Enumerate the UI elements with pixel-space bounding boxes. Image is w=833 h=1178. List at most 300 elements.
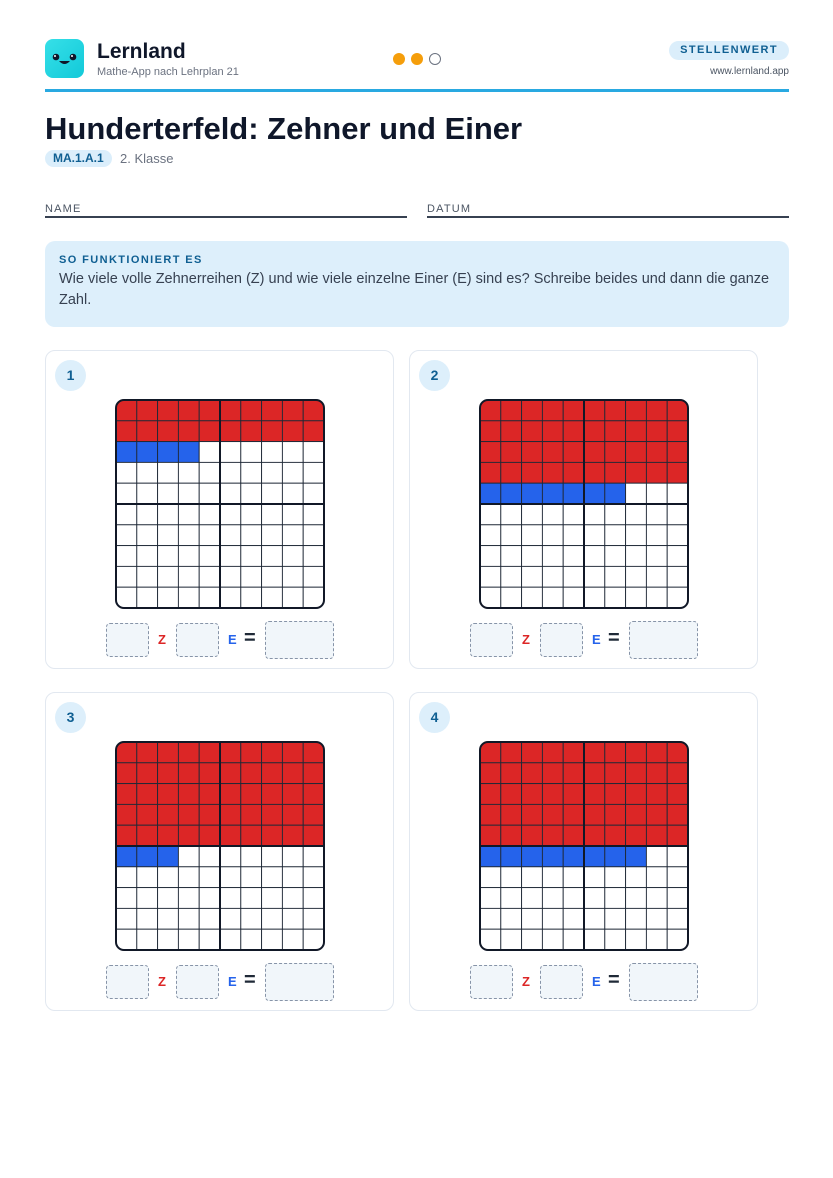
tens-cell [563, 400, 584, 421]
exercise-card [45, 692, 394, 1011]
empty-cell [220, 566, 241, 587]
tens-cell [563, 784, 584, 805]
empty-cell [667, 525, 688, 546]
answer-row [106, 621, 336, 659]
tens-cell [605, 804, 626, 825]
empty-cell [563, 929, 584, 950]
empty-cell [646, 867, 667, 888]
hundred-grid [479, 741, 689, 951]
ones-cell [584, 483, 605, 504]
tens-cell [542, 442, 563, 463]
empty-cell [262, 867, 283, 888]
empty-cell [178, 846, 199, 867]
tens-cell [480, 763, 501, 784]
total-answer-box[interactable] [629, 963, 698, 1001]
tens-cell [178, 421, 199, 442]
tens-cell [584, 763, 605, 784]
empty-cell [116, 483, 137, 504]
empty-cell [542, 908, 563, 929]
tens-cell [646, 742, 667, 763]
tens-cell [137, 742, 158, 763]
empty-cell [220, 587, 241, 608]
empty-cell [667, 483, 688, 504]
empty-cell [262, 846, 283, 867]
empty-cell [303, 929, 324, 950]
tens-cell [563, 421, 584, 442]
tens-cell [605, 763, 626, 784]
tens-cell [563, 763, 584, 784]
tens-cell [646, 421, 667, 442]
empty-cell [158, 504, 179, 525]
empty-cell [262, 483, 283, 504]
tens-cell [303, 804, 324, 825]
tens-cell [158, 763, 179, 784]
ones-cell [178, 442, 199, 463]
empty-cell [542, 867, 563, 888]
tens-cell [646, 804, 667, 825]
tens-cell [584, 784, 605, 805]
tens-cell [199, 763, 220, 784]
empty-cell [220, 546, 241, 567]
empty-cell [220, 483, 241, 504]
empty-cell [626, 929, 647, 950]
tens-cell [262, 804, 283, 825]
ones-cell [563, 846, 584, 867]
empty-cell [626, 504, 647, 525]
empty-cell [542, 525, 563, 546]
empty-cell [667, 867, 688, 888]
empty-cell [199, 462, 220, 483]
tens-cell [241, 825, 262, 846]
tens-cell [303, 784, 324, 805]
tens-cell [220, 825, 241, 846]
empty-cell [116, 908, 137, 929]
tens-cell [199, 742, 220, 763]
empty-cell [178, 908, 199, 929]
tens-cell [116, 784, 137, 805]
empty-cell [116, 888, 137, 909]
ones-cell [584, 846, 605, 867]
empty-cell [501, 587, 522, 608]
tens-cell [563, 442, 584, 463]
empty-cell [605, 888, 626, 909]
tens-cell [220, 421, 241, 442]
empty-cell [178, 587, 199, 608]
empty-cell [137, 929, 158, 950]
empty-cell [605, 867, 626, 888]
empty-cell [667, 587, 688, 608]
tens-cell [542, 825, 563, 846]
exercise-number: 4 [419, 702, 450, 733]
tens-cell [241, 421, 262, 442]
tens-cell [605, 442, 626, 463]
empty-cell [303, 462, 324, 483]
tens-cell [262, 742, 283, 763]
empty-cell [199, 546, 220, 567]
empty-cell [178, 462, 199, 483]
empty-cell [626, 546, 647, 567]
tens-cell [282, 763, 303, 784]
empty-cell [542, 504, 563, 525]
empty-cell [584, 888, 605, 909]
tens-cell [501, 462, 522, 483]
tens-cell [480, 462, 501, 483]
tens-cell [626, 825, 647, 846]
empty-cell [584, 587, 605, 608]
tens-cell [667, 400, 688, 421]
date-field[interactable] [427, 199, 789, 218]
empty-cell [480, 867, 501, 888]
tens-cell [116, 742, 137, 763]
ones-label: E [592, 632, 601, 647]
empty-cell [646, 504, 667, 525]
empty-cell [626, 888, 647, 909]
tens-cell [667, 784, 688, 805]
tens-cell [480, 442, 501, 463]
ones-cell [137, 846, 158, 867]
tens-cell [262, 400, 283, 421]
tens-cell [522, 763, 543, 784]
tens-cell [667, 763, 688, 784]
empty-cell [282, 908, 303, 929]
tens-cell [262, 784, 283, 805]
empty-cell [282, 566, 303, 587]
empty-cell [667, 929, 688, 950]
ones-answer-box[interactable] [540, 965, 583, 999]
equals-sign: = [608, 969, 620, 991]
hundred-grid [115, 399, 325, 609]
empty-cell [282, 546, 303, 567]
empty-cell [199, 888, 220, 909]
date-field-label: DATUM [427, 203, 472, 215]
empty-cell [480, 504, 501, 525]
empty-cell [542, 546, 563, 567]
tens-cell [522, 400, 543, 421]
tens-cell [178, 825, 199, 846]
tens-cell [584, 421, 605, 442]
tens-cell [605, 462, 626, 483]
ones-cell [158, 442, 179, 463]
tens-cell [522, 421, 543, 442]
tens-cell [667, 421, 688, 442]
tens-cell [501, 763, 522, 784]
tens-cell [522, 442, 543, 463]
empty-cell [303, 566, 324, 587]
empty-cell [282, 525, 303, 546]
empty-cell [116, 546, 137, 567]
tens-cell [480, 421, 501, 442]
hundred-grid [115, 741, 325, 951]
empty-cell [584, 525, 605, 546]
empty-cell [667, 566, 688, 587]
ones-label: E [228, 974, 237, 989]
curriculum-code-badge: MA.1.A.1 [45, 150, 112, 167]
empty-cell [282, 888, 303, 909]
empty-cell [522, 929, 543, 950]
empty-cell [542, 566, 563, 587]
empty-cell [116, 462, 137, 483]
empty-cell [137, 867, 158, 888]
tens-cell [584, 442, 605, 463]
empty-cell [220, 908, 241, 929]
difficulty-dot-filled [393, 53, 405, 65]
tens-cell [584, 825, 605, 846]
tens-label: Z [158, 974, 166, 989]
tens-cell [262, 763, 283, 784]
empty-cell [220, 888, 241, 909]
tens-cell [199, 825, 220, 846]
empty-cell [137, 546, 158, 567]
total-answer-box[interactable] [265, 621, 334, 659]
tens-cell [563, 462, 584, 483]
name-field[interactable] [45, 199, 407, 218]
tens-cell [563, 804, 584, 825]
tens-answer-box[interactable] [106, 965, 149, 999]
tens-cell [480, 825, 501, 846]
empty-cell [605, 546, 626, 567]
tens-cell [220, 400, 241, 421]
tens-label: Z [522, 974, 530, 989]
tens-label: Z [158, 632, 166, 647]
tens-cell [626, 442, 647, 463]
tens-cell [178, 804, 199, 825]
empty-cell [605, 504, 626, 525]
tens-cell [262, 421, 283, 442]
empty-cell [220, 846, 241, 867]
name-field-label: NAME [45, 203, 82, 215]
empty-cell [241, 908, 262, 929]
tens-cell [158, 804, 179, 825]
empty-cell [241, 929, 262, 950]
tens-cell [178, 784, 199, 805]
tens-cell [522, 742, 543, 763]
tens-cell [626, 742, 647, 763]
empty-cell [563, 908, 584, 929]
empty-cell [605, 566, 626, 587]
empty-cell [522, 888, 543, 909]
tens-cell [282, 742, 303, 763]
empty-cell [178, 483, 199, 504]
empty-cell [158, 525, 179, 546]
empty-cell [605, 929, 626, 950]
tens-cell [584, 400, 605, 421]
empty-cell [303, 587, 324, 608]
exercise-number: 3 [55, 702, 86, 733]
ones-cell [522, 483, 543, 504]
answer-row [470, 621, 700, 659]
tens-cell [220, 784, 241, 805]
empty-cell [626, 525, 647, 546]
empty-cell [646, 908, 667, 929]
empty-cell [646, 846, 667, 867]
empty-cell [158, 566, 179, 587]
tens-cell [501, 804, 522, 825]
empty-cell [178, 888, 199, 909]
tens-cell [220, 742, 241, 763]
tens-cell [282, 421, 303, 442]
empty-cell [646, 888, 667, 909]
ones-cell [542, 846, 563, 867]
empty-cell [303, 846, 324, 867]
tens-cell [282, 400, 303, 421]
tens-cell [241, 804, 262, 825]
tens-cell [137, 804, 158, 825]
tens-cell [584, 804, 605, 825]
lernland-logo-icon [45, 39, 84, 78]
tens-answer-box[interactable] [106, 623, 149, 657]
tens-cell [605, 742, 626, 763]
tens-cell [563, 825, 584, 846]
tens-cell [137, 763, 158, 784]
tens-cell [220, 763, 241, 784]
empty-cell [303, 525, 324, 546]
ones-cell [605, 846, 626, 867]
tens-cell [178, 742, 199, 763]
tens-cell [137, 400, 158, 421]
header-divider [45, 89, 789, 92]
tens-cell [178, 400, 199, 421]
empty-cell [178, 546, 199, 567]
tens-cell [199, 784, 220, 805]
grade-level: 2. Klasse [120, 151, 174, 166]
topic-badge: STELLENWERT [669, 41, 789, 60]
empty-cell [522, 525, 543, 546]
tens-cell [646, 400, 667, 421]
empty-cell [584, 908, 605, 929]
tens-cell [626, 804, 647, 825]
empty-cell [584, 929, 605, 950]
empty-cell [199, 908, 220, 929]
empty-cell [116, 587, 137, 608]
empty-cell [501, 908, 522, 929]
equals-sign: = [244, 969, 256, 991]
empty-cell [626, 566, 647, 587]
empty-cell [116, 566, 137, 587]
empty-cell [262, 546, 283, 567]
tens-cell [282, 804, 303, 825]
empty-cell [646, 566, 667, 587]
empty-cell [137, 462, 158, 483]
empty-cell [303, 888, 324, 909]
empty-cell [262, 888, 283, 909]
website-url: www.lernland.app [710, 66, 789, 77]
empty-cell [158, 483, 179, 504]
empty-cell [262, 525, 283, 546]
tens-cell [282, 784, 303, 805]
empty-cell [199, 442, 220, 463]
empty-cell [584, 546, 605, 567]
tens-answer-box[interactable] [470, 965, 513, 999]
empty-cell [282, 867, 303, 888]
empty-cell [116, 867, 137, 888]
instructions-heading: SO FUNKTIONIERT ES [59, 254, 203, 266]
answer-row [106, 963, 336, 1001]
empty-cell [137, 483, 158, 504]
tens-cell [667, 462, 688, 483]
tens-cell [584, 462, 605, 483]
tens-cell [542, 804, 563, 825]
tens-answer-box[interactable] [470, 623, 513, 657]
empty-cell [199, 525, 220, 546]
empty-cell [262, 929, 283, 950]
total-answer-box[interactable] [265, 963, 334, 1001]
tens-cell [303, 742, 324, 763]
ones-cell [522, 846, 543, 867]
ones-answer-box[interactable] [176, 965, 219, 999]
empty-cell [241, 462, 262, 483]
empty-cell [480, 525, 501, 546]
empty-cell [220, 442, 241, 463]
empty-cell [137, 566, 158, 587]
empty-cell [262, 587, 283, 608]
ones-cell [626, 846, 647, 867]
empty-cell [262, 462, 283, 483]
ones-label: E [228, 632, 237, 647]
empty-cell [137, 504, 158, 525]
hundred-grid [479, 399, 689, 609]
empty-cell [220, 929, 241, 950]
empty-cell [116, 525, 137, 546]
exercise-card [45, 350, 394, 669]
ones-cell [137, 442, 158, 463]
tens-cell [501, 400, 522, 421]
empty-cell [626, 867, 647, 888]
empty-cell [563, 504, 584, 525]
empty-cell [501, 888, 522, 909]
empty-cell [522, 908, 543, 929]
ones-answer-box[interactable] [540, 623, 583, 657]
empty-cell [563, 867, 584, 888]
empty-cell [282, 929, 303, 950]
total-answer-box[interactable] [629, 621, 698, 659]
empty-cell [563, 587, 584, 608]
empty-cell [241, 546, 262, 567]
empty-cell [480, 929, 501, 950]
brand-tagline: Mathe-App nach Lehrplan 21 [97, 66, 239, 78]
empty-cell [303, 442, 324, 463]
tens-cell [116, 804, 137, 825]
ones-cell [563, 483, 584, 504]
empty-cell [480, 908, 501, 929]
answer-row [470, 963, 700, 1001]
empty-cell [178, 504, 199, 525]
empty-cell [501, 546, 522, 567]
tens-cell [667, 804, 688, 825]
empty-cell [220, 867, 241, 888]
tens-cell [137, 784, 158, 805]
empty-cell [626, 908, 647, 929]
tens-cell [501, 421, 522, 442]
empty-cell [480, 587, 501, 608]
empty-cell [158, 888, 179, 909]
empty-cell [158, 462, 179, 483]
empty-cell [501, 566, 522, 587]
empty-cell [667, 846, 688, 867]
empty-cell [605, 908, 626, 929]
tens-cell [480, 400, 501, 421]
empty-cell [241, 846, 262, 867]
empty-cell [199, 587, 220, 608]
tens-cell [626, 784, 647, 805]
ones-answer-box[interactable] [176, 623, 219, 657]
tens-cell [646, 462, 667, 483]
empty-cell [220, 504, 241, 525]
tens-cell [646, 763, 667, 784]
equals-sign: = [608, 627, 620, 649]
tens-cell [116, 400, 137, 421]
empty-cell [501, 867, 522, 888]
tens-cell [626, 763, 647, 784]
